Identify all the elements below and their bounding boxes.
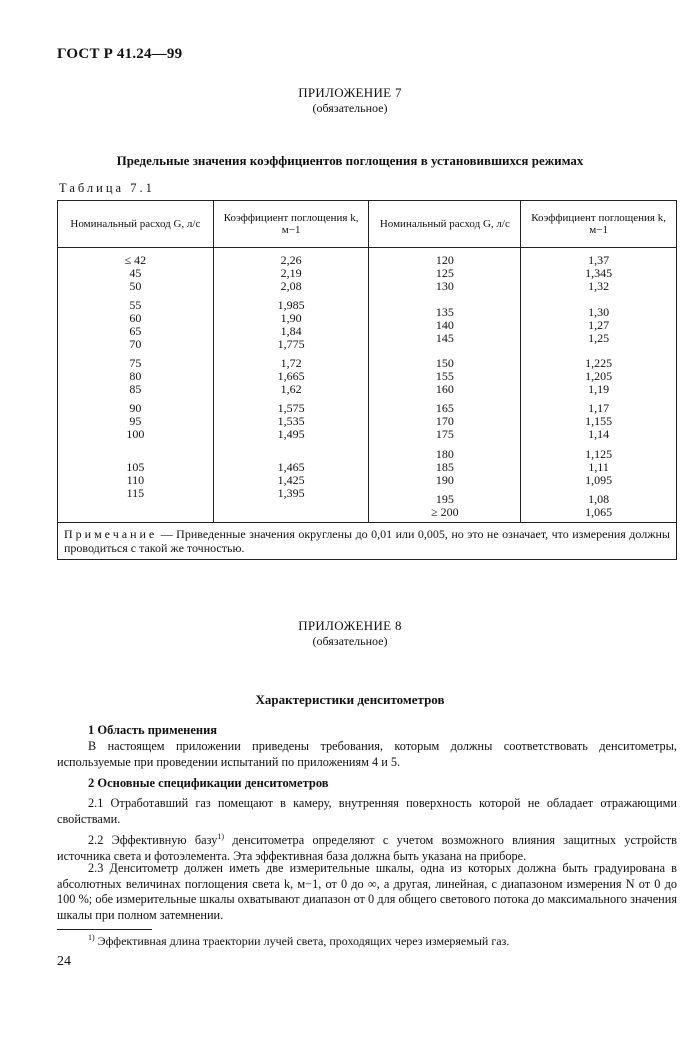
header-coef-right: Коэффициент поглощения k, м−1 — [521, 201, 677, 248]
table-cell: 50 — [129, 279, 142, 293]
row-group — [369, 402, 520, 441]
footnote-marker: 1) — [88, 933, 95, 942]
table-cell: 1,095 — [585, 473, 613, 487]
row-group — [369, 357, 520, 396]
table-cell: 80 — [129, 369, 142, 383]
table-cell: 1,205 — [585, 369, 613, 383]
footnote-ref: 1) — [217, 832, 225, 841]
table-cell: 195 — [435, 492, 454, 506]
table-cell: 1,535 — [277, 414, 305, 428]
table-cell: 95 — [129, 414, 142, 428]
table-cell: 150 — [435, 356, 454, 370]
table-cell: 2,08 — [280, 279, 302, 293]
table-cell: 65 — [129, 324, 142, 338]
table-cell: 1,17 — [588, 401, 610, 415]
table-cell: 1,84 — [280, 324, 302, 338]
row-group — [521, 306, 676, 345]
row-group — [521, 402, 676, 441]
footnote — [88, 933, 509, 949]
row-group — [369, 254, 520, 293]
note-label: Примечание — [64, 527, 158, 541]
table-cell: 55 — [129, 298, 142, 312]
table-cell: 1,065 — [585, 505, 613, 519]
header-flow-right: Номинальный расход G, л/с — [369, 201, 521, 248]
row-group — [58, 299, 213, 351]
table-cell: 60 — [129, 311, 142, 325]
table-cell: 155 — [435, 369, 454, 383]
table-cell: 90 — [129, 401, 142, 415]
section-1-text: В настоящем приложении приведены требования, которым должны соответствовать денситометры, используемые при проведении испытаний по приложениям 4 и 5. — [57, 739, 677, 769]
row-group — [521, 254, 676, 293]
row-group — [214, 357, 369, 396]
column-flow-left — [58, 248, 214, 523]
table-cell: 140 — [435, 318, 454, 332]
table-cell: 160 — [435, 382, 454, 396]
table-cell: 135 — [435, 305, 454, 319]
table-cell: 1,62 — [280, 382, 302, 396]
table-cell: 190 — [435, 473, 454, 487]
row-group — [58, 461, 213, 500]
table-cell: 1,08 — [588, 492, 610, 506]
column-coef-left — [213, 248, 369, 523]
row-group — [521, 448, 676, 487]
row-group — [369, 448, 520, 487]
table-cell: 120 — [435, 253, 454, 267]
table-cell: 1,125 — [585, 447, 613, 461]
table-cell: 1,14 — [588, 427, 610, 441]
table-note — [58, 523, 677, 560]
row-group — [58, 402, 213, 441]
table-cell: 1,27 — [588, 318, 610, 332]
table-cell: 1,30 — [588, 305, 610, 319]
paragraph-2-2-end: денситометра определяют с учетом возможного влияния защитных устройств источника света и фотоэлемента. Эта эффективная база должна быть указана на приборе. — [57, 833, 677, 863]
note-text: — Приведенные значения округлены до 0,01 или 0,005, но это не означает, что измерения должны проводиться с такой же точностью. — [64, 527, 670, 555]
row-group — [369, 493, 520, 519]
row-group — [369, 306, 520, 345]
table-cell: ≥ 200 — [431, 505, 459, 519]
table-cell: 145 — [435, 331, 454, 345]
row-group — [214, 254, 369, 293]
column-flow-right — [369, 248, 521, 523]
table-label: Таблица 7.1 — [59, 181, 155, 195]
table-cell: 1,225 — [585, 356, 613, 370]
table-cell: 1,11 — [588, 460, 609, 474]
table-cell: 1,72 — [280, 356, 302, 370]
table-cell: 185 — [435, 460, 454, 474]
table-cell: 115 — [126, 486, 145, 500]
footnote-divider — [57, 929, 152, 930]
table-cell: 125 — [435, 266, 454, 280]
header-flow-left: Номинальный расход G, л/с — [58, 201, 214, 248]
table-cell: 1,37 — [588, 253, 610, 267]
appendix-7-heading: Предельные значения коэффициентов поглощения в установившихся режимах — [116, 153, 584, 168]
table-cell: 100 — [126, 427, 145, 441]
appendix-8-heading: Характеристики денситометров — [255, 692, 445, 707]
table-cell: 130 — [435, 279, 454, 293]
table-cell: 1,345 — [585, 266, 613, 280]
appendix-7-subtitle: (обязательное) — [312, 101, 388, 115]
table-cell: 75 — [129, 356, 142, 370]
table-cell: 175 — [435, 427, 454, 441]
footnote-text: Эффективная длина траектории лучей света, проходящих через измеряемый газ. — [97, 934, 510, 948]
table-cell: 165 — [435, 401, 454, 415]
row-group — [521, 493, 676, 519]
table-cell: 1,395 — [277, 486, 305, 500]
paragraph-2-3: 2.3 Денситометр должен иметь две измерительные шкалы, одна из которых должна быть градуирована в абсолютных величинах поглощения света k, м−1, от 0 до ∞, а другая, линейная, с диапазоном измерения N от 0 до 100 %; обе измерительные шкалы охватывают диапазон от 0 для общего светового потока до максимального значения шкалы при полном затемнении. — [57, 861, 677, 922]
table-cell: 180 — [435, 447, 454, 461]
table-cell: 1,495 — [277, 427, 305, 441]
appendix-8-title: ПРИЛОЖЕНИЕ 8 — [298, 618, 402, 633]
table-cell: 1,90 — [280, 311, 302, 325]
table-cell: 1,665 — [277, 369, 305, 383]
table-cell: 85 — [129, 382, 142, 396]
table-cell: 1,19 — [588, 382, 610, 396]
table-cell: 1,465 — [277, 460, 305, 474]
paragraph-2-2 — [57, 829, 677, 864]
row-group — [521, 357, 676, 396]
table-cell: 45 — [129, 266, 142, 280]
table-cell: 110 — [126, 473, 145, 487]
header-coef-left: Коэффициент поглощения k, м−1 — [213, 201, 369, 248]
table-cell: 1,32 — [588, 279, 610, 293]
table-cell: 2,19 — [280, 266, 302, 280]
table-cell: 1,155 — [585, 414, 613, 428]
table-cell: 1,985 — [277, 298, 305, 312]
appendix-8-subtitle: (обязательное) — [312, 634, 388, 648]
table-cell: 2,26 — [280, 253, 302, 267]
section-2-title: 2 Основные спецификации денситометров — [88, 776, 329, 790]
page-number: 24 — [57, 954, 71, 969]
row-group — [214, 299, 369, 351]
table-cell: ≤ 42 — [124, 253, 147, 267]
row-group — [214, 461, 369, 500]
table-cell: 1,425 — [277, 473, 305, 487]
table-cell: 1,25 — [588, 331, 610, 345]
absorption-table — [57, 200, 677, 560]
table-cell: 170 — [435, 414, 454, 428]
document-code: ГОСТ Р 41.24—99 — [57, 46, 183, 62]
column-coef-right — [521, 248, 677, 523]
paragraph-2-1: 2.1 Отработавший газ помещают в камеру, внутренняя поверхность которой не обладает отражающими свойствами. — [57, 796, 677, 826]
table-cell: 1,575 — [277, 401, 305, 415]
section-1-title: 1 Область применения — [88, 723, 218, 737]
table-cell: 70 — [129, 337, 142, 351]
paragraph-2-2-start: 2.2 Эффективную базу — [88, 833, 218, 848]
row-group — [214, 402, 369, 441]
row-group — [58, 357, 213, 396]
table-cell: 105 — [126, 460, 145, 474]
row-group — [58, 254, 213, 293]
table-cell: 1,775 — [277, 337, 305, 351]
appendix-7-title: ПРИЛОЖЕНИЕ 7 — [298, 85, 402, 100]
